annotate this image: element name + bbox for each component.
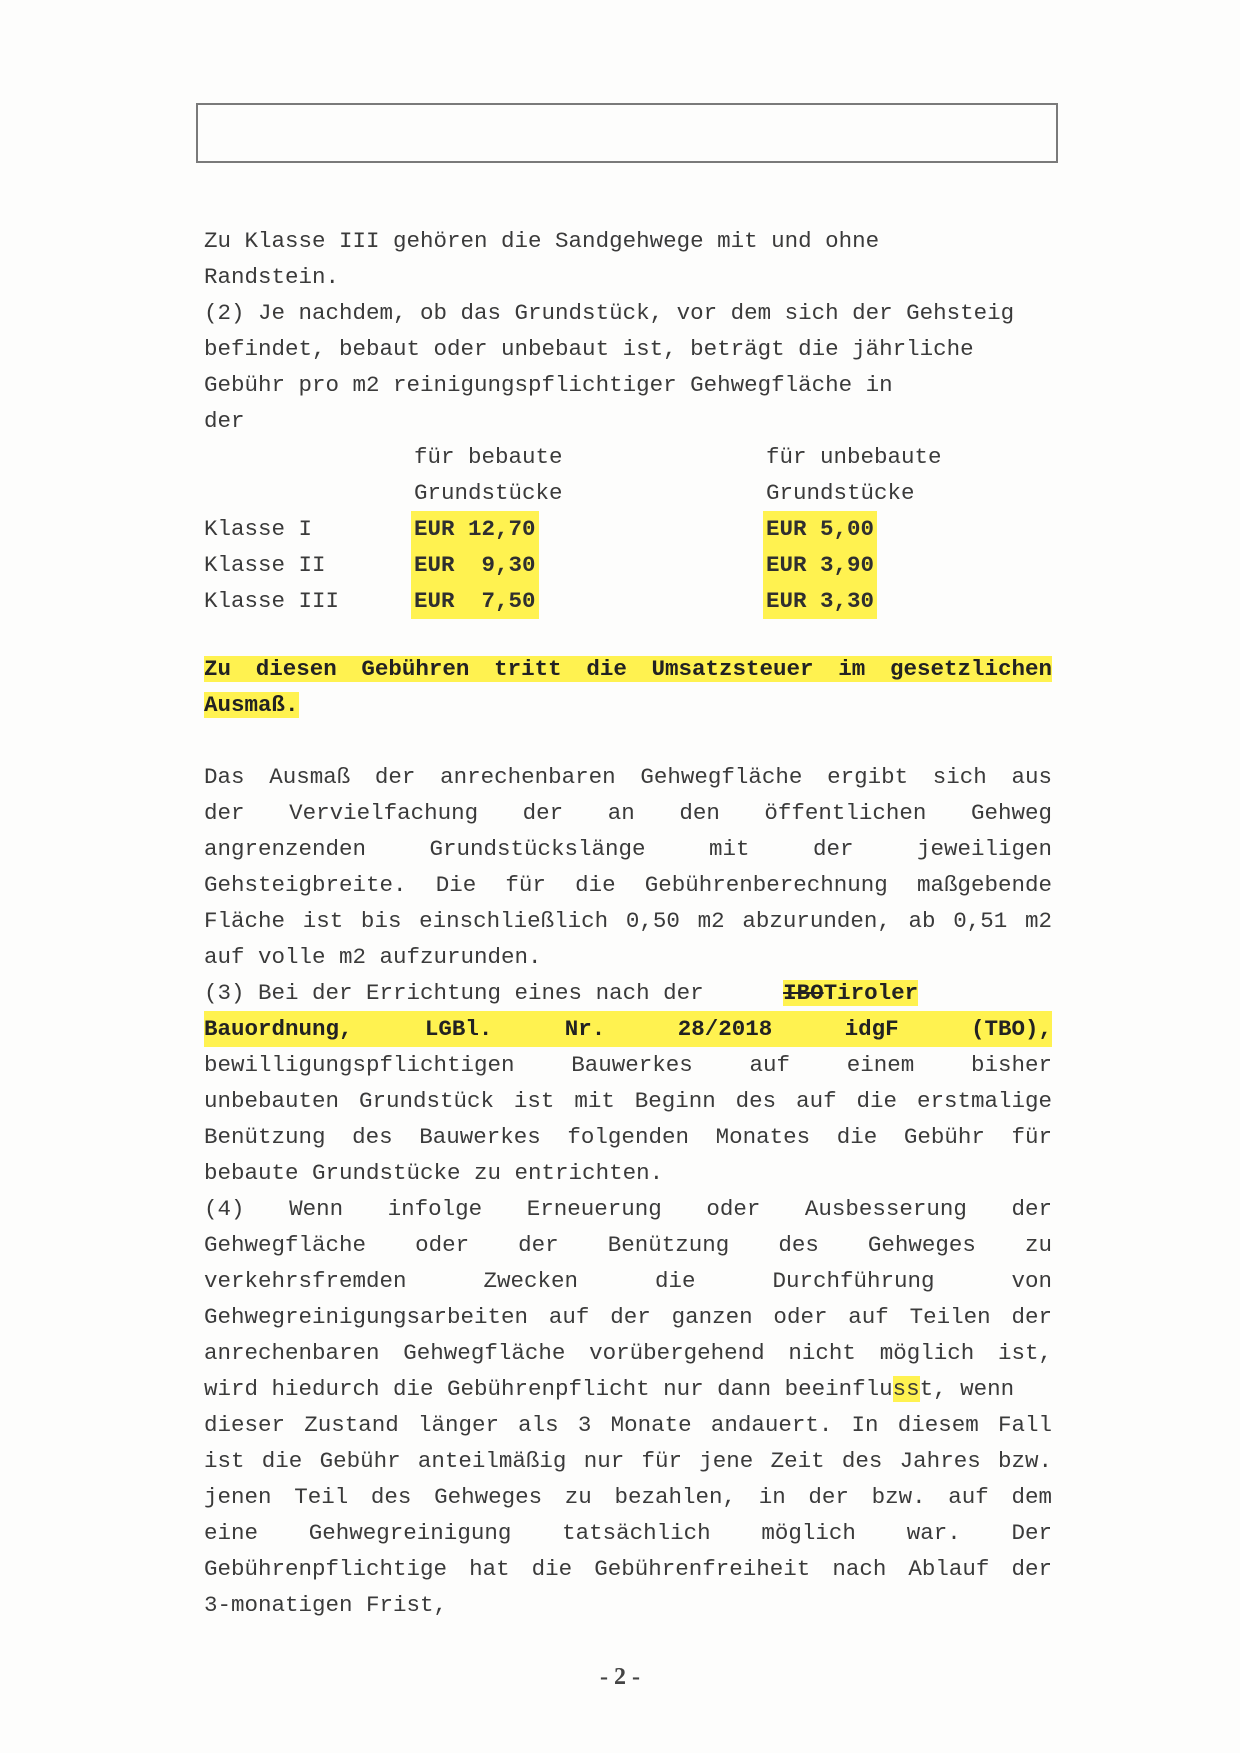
- row-label: Klasse I: [204, 516, 313, 542]
- text-line: Gebührenpflichtige hat die Gebührenfreiheit nach Ablauf der: [204, 1556, 1052, 1582]
- text-line: bebaute Grundstücke zu entrichten.: [204, 1160, 664, 1186]
- col-unbebaut-header-1: für unbebaute: [766, 444, 942, 470]
- row-label: Klasse II: [204, 552, 326, 578]
- col-bebaut-header-2: Grundstücke: [414, 480, 563, 506]
- fee-bebaut: EUR 12,70: [411, 511, 539, 547]
- text-line: Gehsteigbreite. Die für die Gebührenberechnung maßgebende: [204, 872, 1052, 898]
- text-line: ist die Gebühr anteilmäßig nur für jene Zeit des Jahres bzw.: [204, 1448, 1052, 1474]
- text-line: jenen Teil des Gehweges zu bezahlen, in der bzw. auf dem: [204, 1484, 1052, 1510]
- text-line: der: [204, 408, 245, 434]
- text-line: Gebühr pro m2 reinigungspflichtiger Gehwegfläche in: [204, 372, 893, 398]
- text-line: anrechenbaren Gehwegfläche vorübergehend nicht möglich ist,: [204, 1340, 1052, 1366]
- highlighted-text: Tiroler: [823, 980, 919, 1006]
- text-line: auf volle m2 aufzurunden.: [204, 944, 542, 970]
- row-label: Klasse III: [204, 588, 340, 614]
- text-line: eine Gehwegreinigung tatsächlich möglich war. Der: [204, 1520, 1052, 1546]
- col-unbebaut-header-2: Grundstücke: [766, 480, 915, 506]
- text-line: Zu Klasse III gehören die Sandgehwege mit und ohne: [204, 228, 880, 254]
- text-line: Randstein.: [204, 264, 340, 290]
- text-segment: (3) Bei der Errichtung eines nach der: [204, 980, 718, 1006]
- text-line: der Vervielfachung der an den öffentlichen Gehweg: [204, 800, 1052, 826]
- text-line: (4) Wenn infolge Erneuerung oder Ausbesserung der: [204, 1196, 1052, 1222]
- text-line: Fläche ist bis einschließlich 0,50 m2 abzurunden, ab 0,51 m2: [204, 908, 1052, 934]
- vat-text: Ausmaß.: [204, 692, 299, 718]
- struck-text: IBO: [783, 980, 824, 1006]
- text-line: 3-monatigen Frist,: [204, 1592, 448, 1618]
- highlighted-text: Bauordnung, LGBl. Nr. 28/2018 idgF (TBO),: [204, 1011, 1052, 1047]
- text-line: angrenzenden Grundstückslänge mit der jeweiligen: [204, 836, 1052, 862]
- text-line: Das Ausmaß der anrechenbaren Gehwegfläche ergibt sich aus: [204, 764, 1052, 790]
- highlighted-text: ss: [892, 1376, 920, 1402]
- page-number: - 2 -: [600, 1664, 640, 1690]
- fee-unbebaut: EUR 3,90: [763, 547, 877, 583]
- fee-bebaut: EUR 7,50: [411, 583, 539, 619]
- text-line: unbebauten Grundstück ist mit Beginn des auf die erstmalige: [204, 1088, 1052, 1114]
- text-line: (2) Je nachdem, ob das Grundstück, vor dem sich der Gehsteig: [204, 300, 1015, 326]
- fee-bebaut: EUR 9,30: [411, 547, 539, 583]
- col-bebaut-header-1: für bebaute: [414, 444, 563, 470]
- fee-unbebaut: EUR 3,30: [763, 583, 877, 619]
- vat-text: Zu diesen Gebühren tritt die Umsatzsteuer im gesetzlichen: [204, 656, 1052, 682]
- text-segment: wird hiedurch die Gebührenpflicht nur dann beeinflu: [204, 1376, 893, 1402]
- text-line: verkehrsfremden Zwecken die Durchführung von: [204, 1268, 1052, 1294]
- text-line: [204, 1371, 1052, 1407]
- text-line: bewilligungspflichtigen Bauwerkes auf einem bisher: [204, 1052, 1052, 1078]
- header-box: [196, 103, 1058, 163]
- text-line: [204, 1011, 1052, 1047]
- text-line: [204, 975, 1052, 1011]
- text-segment: t, wenn: [919, 1376, 1015, 1402]
- text-line: Gehwegreinigungsarbeiten auf der ganzen oder auf Teilen der: [204, 1304, 1052, 1330]
- text-line: dieser Zustand länger als 3 Monate andauert. In diesem Fall: [204, 1412, 1052, 1438]
- vat-line: [204, 687, 1052, 723]
- text-line: Gehwegfläche oder der Benützung des Gehweges zu: [204, 1232, 1052, 1258]
- vat-line: [204, 651, 1052, 687]
- fee-unbebaut: EUR 5,00: [763, 511, 877, 547]
- text-line: Benützung des Bauwerkes folgenden Monates die Gebühr für: [204, 1124, 1052, 1150]
- text-line: befindet, bebaut oder unbebaut ist, beträgt die jährliche: [204, 336, 974, 362]
